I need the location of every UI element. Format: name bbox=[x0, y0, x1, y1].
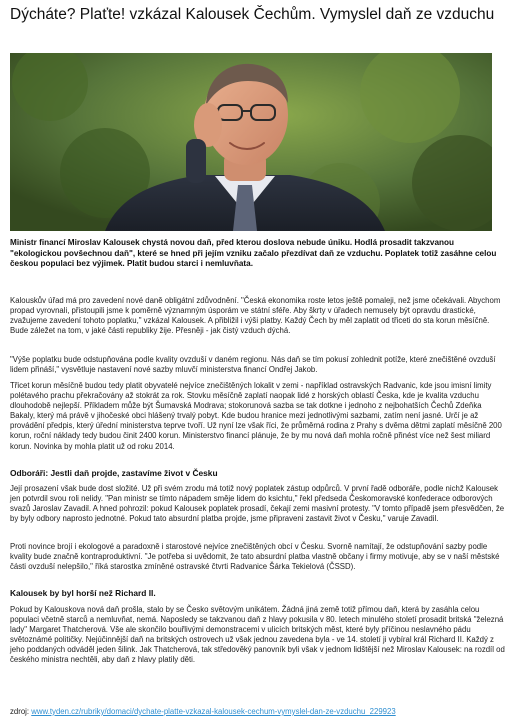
source-label: zdroj: bbox=[10, 707, 30, 716]
paragraph-3: Třicet korun měsíčně budou tedy platit obyvatelé nejvíce znečištěných lokalit v zemi - například ostravských Radvanic, kde jsou imisní limity polétavého prachu překračovány až stokrát za rok. Stovku měsíčně zaplatí naopak lidé z horských oblastí Česka, kde je kvalita vzduchu dlouhodobě nejlepší. Příkladem může být Šumavská Modrava; stokorunová sazba se tak dotkne i jednoho z nejbohatších Čechů Zdeňka Bakaly, který má právě v jihočeské obci hlášený trvalý pobyt. Kde budou hranice mezi jednotlivými sazbami, zatím není jasné. Určí je až provádění předpis, který úřední ministerstva teprve tvoří. Už nyní lze však říci, že průměrná rodina z Prahy s dvěma dětmi zaplatí měsíčně 200 korun, roční náklady tedy budou činit 2400 korun. Ministerstvo financí plánuje, že by mu nová daň mohla ročně přinést více než šest miliard korun. Novinka by mohla platit už od roku 2014. bbox=[10, 381, 502, 451]
paragraph-6: Pokud by Kalouskova nová daň prošla, stalo by se Česko světovým unikátem. Žádná jiná země totiž přímou daň, která by zasáhla celou populaci včetně starců a nemluvňat, nemá. Naposledy se takzvanou daň z hlavy pokusila v 80. letech minulého století prosadit britská "železná lady" Margaret Thatcherová. Vše ale skončilo bouřlivými demonstracemi v ulicích britských měst, které byly příčinou neslavného pádu světoznámé političky. Nejúčinnější daň na britských ostrovech už však jednou zavedena byla - ve 14. století ji vybíral král Richard II. Každý z jeho poddaných odváděl jeden šilink. Jak Thatcherová, tak středověký panovník byli však v jednom lidštější než Miroslav Kalousek: na rozdíl od českého ministra nechtěli, aby daň z hlavy platily děti. bbox=[10, 605, 505, 665]
paragraph-2: "Výše poplatku bude odstupňována podle kvality ovzduší v daném regionu. Nás daň se tím pokusí zohlednit potíže, které znečištěné ovzduší lidem přináší," vysvětluje nastavení nové sazby mluvčí ministerstva financí Ondřej Jakob. bbox=[10, 355, 496, 375]
source-line bbox=[10, 707, 505, 717]
portrait-illustration bbox=[10, 53, 492, 231]
source-link[interactable]: www.tyden.cz/rubriky/domaci/dychate-platte-vzkazal-kalousek-cechum-vymyslel-dan-ze-vzduchu_229923 bbox=[31, 707, 396, 716]
subheading-2: Kalousek by byl horší než Richard II. bbox=[10, 588, 156, 598]
article-photo bbox=[10, 53, 492, 231]
paragraph-5: Proti novince brojí i ekologové a paradoxně i starostové nejvíce znečištěných obcí v Česku. Svorně namítají, že odstupňování sazby podle kvality bude značně kontraproduktivní. "Je potřeba si uvědomit, že tato absurdní platba vlastně občany i firmy motivuje, aby se v naší městské části ovzduší nelepšilo," říká starostka zmíněné ostravské čtvrti Radvanice Šárka Tekielová (ČSSD). bbox=[10, 542, 500, 572]
subheading-1: Odboráři: Jestli daň projde, zastavíme život v Česku bbox=[10, 468, 218, 478]
paragraph-1: Kalouskův úřad má pro zavedení nové daně obligátní zdůvodnění. "Česká ekonomika roste letos ještě pomaleji, než jsme očekávali. Abychom propad vyrovnali, přistoupili jsme k poměrně významným úsporám ve státní sféře. Aby škrty v úřadech nemusely být opravdu drastické, zvažujeme zavedení tohoto poplatku," vzkázal Kalousek. A přibližil i výši platby. Každý Čech by měl zaplatit od třiceti do sta korun měsíčně. Bude záležet na tom, v jaké části republiky žije. Přesněji - jak čistý vzduch dýchá. bbox=[10, 296, 501, 336]
article-lead: Ministr financí Miroslav Kalousek chystá novou daň, před kterou doslova nebude úniku. Hodlá prosadit takzvanou "ekologickou povšechnou daň", které se hned při jejím vzniku začalo přezdívat daň ze vzduchu. Poplatek totiž zasáhne celou českou populaci bez výjimek. Platit budou starci i nemluvňata. bbox=[10, 238, 497, 268]
paragraph-4: Její prosazení však bude dost složité. Už při svém zrodu má totiž nový poplatek zástup odpůrců. V první řadě odboráře, podle nichž Kalousek jen potvrdil svou roli nelidy. "Pan ministr se tímto nápadem směje lidem do ksichtu," řekl předseda Českomoravské konfederace odborových svazů Jaroslav Zavadil. A hned pohrozil: pokud Kalousek poplatek prosadí, čekají zemi masivní protesty. "V tomto případě jsem přesvědčen, že by byly odbory naprosto jednotné. Pokud tato absurdní platba projde, jsme připraveni zastavit život v Česku," varuje Zavadil. bbox=[10, 484, 505, 524]
article-headline: Dýcháte? Plaťte! vzkázal Kalousek Čechům. Vymyslel daň ze vzduchu bbox=[10, 6, 495, 23]
